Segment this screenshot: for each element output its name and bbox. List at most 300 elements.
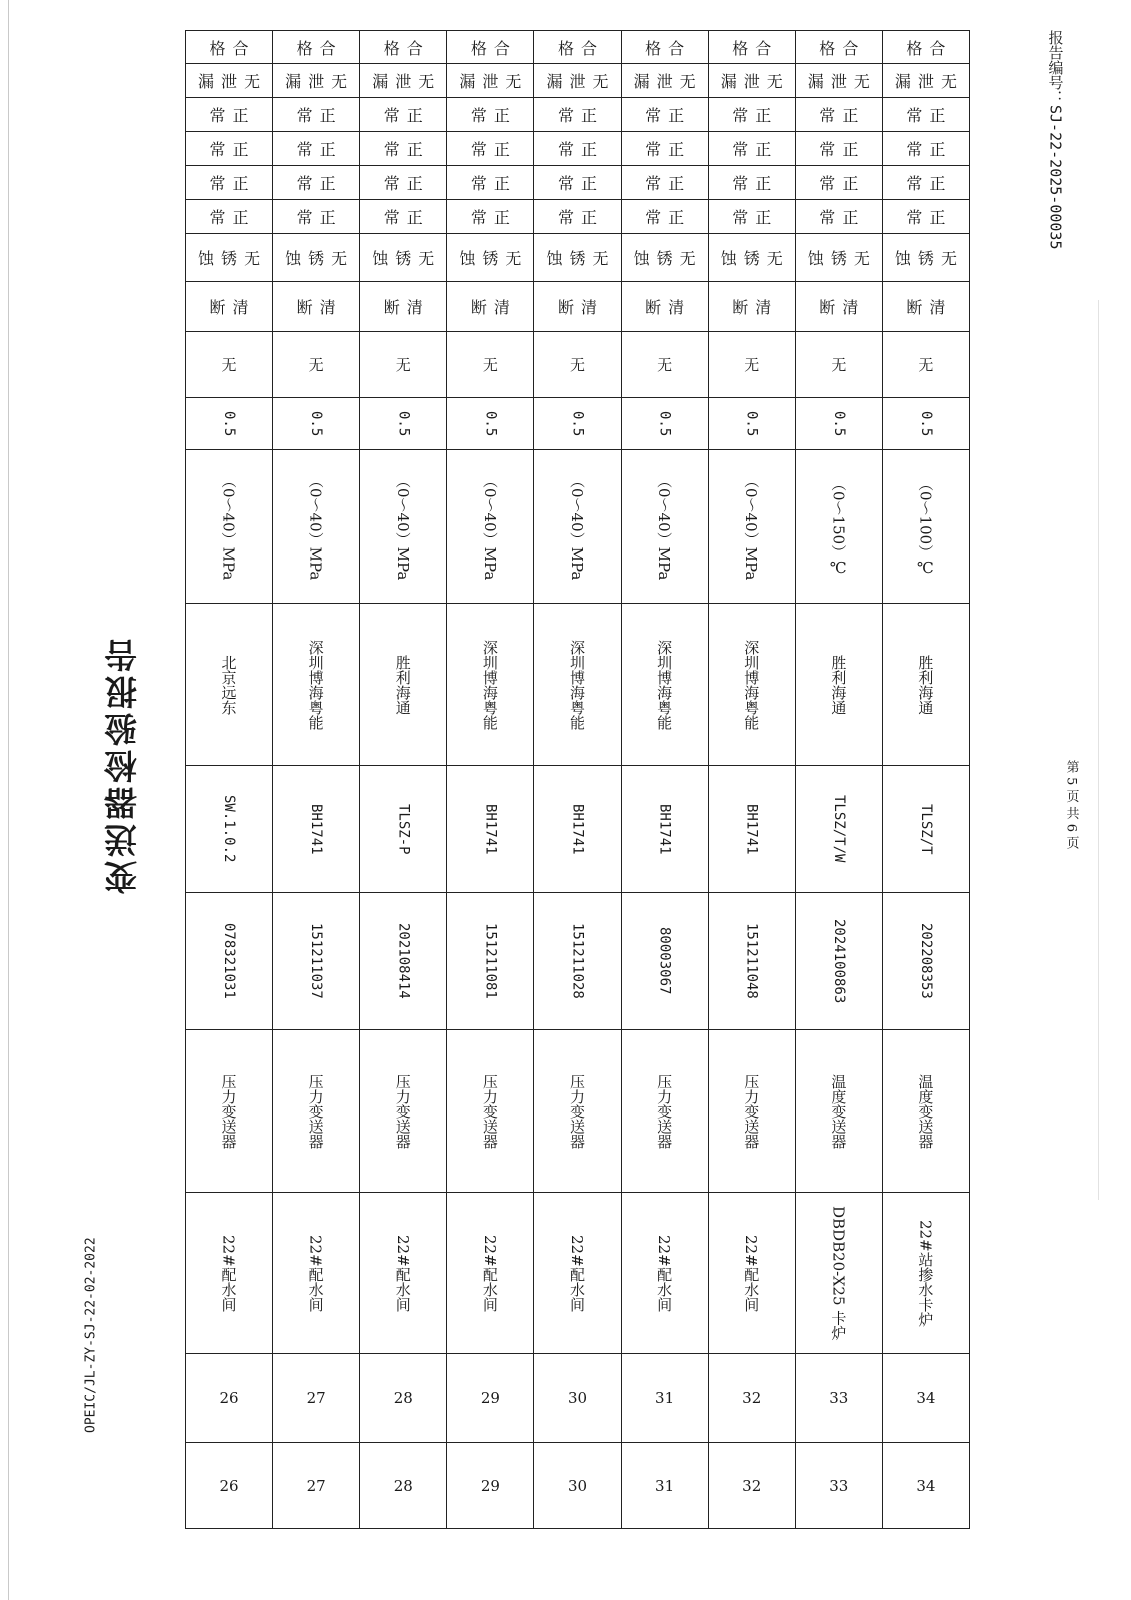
install-location-cell (447, 1192, 533, 1353)
cell-text: 胜利海通 (916, 654, 935, 715)
cell-char: 无 (766, 249, 783, 268)
check-cell (709, 97, 795, 131)
scan-edge-line (8, 0, 9, 1600)
cell-char: 正 (493, 208, 510, 227)
cell-char: 无 (331, 249, 348, 268)
check-cell (360, 165, 446, 199)
cell-text: 0.5 (743, 410, 760, 437)
cell-text: 30 (567, 1476, 588, 1495)
cell-char: 格 (296, 38, 313, 58)
result-cell (273, 31, 359, 63)
check-cell (447, 199, 533, 233)
cell-char: 合 (232, 38, 249, 58)
sequence-number-cell (796, 1442, 882, 1528)
cell-char: 清 (842, 298, 859, 317)
cell-char: 常 (906, 106, 923, 125)
damage-cell (186, 331, 272, 397)
cell-char: 合 (580, 38, 597, 58)
check-cell (273, 199, 359, 233)
cell-text: BH1741 (569, 803, 586, 855)
cell-char: 正 (668, 106, 685, 125)
cell-char: 正 (842, 106, 859, 125)
check-cell (534, 97, 620, 131)
cell-char: 正 (493, 174, 510, 193)
instrument-name-cell (273, 1029, 359, 1192)
manufacturer-cell (186, 603, 272, 765)
cell-text: 温度变送器 (829, 1073, 848, 1149)
cell-text: 22#配水间 (480, 1234, 499, 1312)
leak-cell (796, 63, 882, 97)
cell-char: 正 (232, 106, 249, 125)
tag-number-cell (273, 1353, 359, 1442)
manufacturer-cell (273, 603, 359, 765)
result-cell (186, 31, 272, 63)
cell-char: 正 (755, 174, 772, 193)
marking-cell (273, 281, 359, 331)
tag-number-cell (186, 1353, 272, 1442)
cell-text: （0～150）℃ (829, 475, 848, 578)
leak-cell (709, 63, 795, 97)
cell-text: （0～40）MPa (393, 472, 412, 581)
cell-text: 0.5 (221, 410, 238, 437)
table-row (883, 31, 970, 1528)
check-cell (273, 131, 359, 165)
cell-text: 0.5 (830, 410, 847, 437)
cell-char: 锈 (656, 249, 673, 268)
cell-char: 合 (319, 38, 336, 58)
rust-cell (709, 233, 795, 281)
cell-char: 正 (319, 106, 336, 125)
cell-char: 蚀 (546, 249, 563, 268)
cell-char: 格 (732, 38, 749, 58)
cell-char: 正 (929, 208, 946, 227)
cell-char: 锈 (308, 249, 325, 268)
cell-char: 泄 (221, 72, 238, 91)
cell-char: 常 (383, 208, 400, 227)
cell-char: 泄 (656, 72, 673, 91)
cell-char: 正 (929, 174, 946, 193)
cell-char: 断 (819, 298, 836, 317)
instrument-name-cell (709, 1029, 795, 1192)
marking-cell (883, 281, 969, 331)
cell-text: 33 (829, 1389, 849, 1407)
cell-text: 无 (306, 357, 325, 372)
cell-char: 常 (732, 174, 749, 193)
cell-text: 26 (219, 1476, 239, 1495)
accuracy-class-cell (622, 397, 708, 449)
table-row (709, 31, 796, 1528)
check-cell (186, 131, 272, 165)
instrument-name-cell (622, 1029, 708, 1192)
install-location-cell (534, 1192, 620, 1353)
sequence-number-cell (273, 1442, 359, 1528)
cell-char: 常 (819, 106, 836, 125)
cell-text: 0.5 (569, 410, 586, 437)
manufacturer-cell (622, 603, 708, 765)
cell-char: 锈 (743, 249, 760, 268)
cell-char: 正 (406, 140, 423, 159)
cell-char: 无 (418, 249, 435, 268)
serial-number-cell (796, 892, 882, 1029)
cell-text: 31 (655, 1476, 675, 1495)
cell-char: 合 (668, 38, 685, 58)
check-cell (273, 165, 359, 199)
cell-char: 常 (296, 208, 313, 227)
install-location-cell (883, 1192, 969, 1353)
cell-char: 锈 (830, 249, 847, 268)
check-cell (883, 199, 969, 233)
tag-number-cell (534, 1353, 620, 1442)
damage-cell (796, 331, 882, 397)
cell-char: 正 (406, 208, 423, 227)
instrument-name-cell (883, 1029, 969, 1192)
cell-text: （0～40）MPa (480, 472, 499, 581)
cell-text: （0～40）MPa (567, 472, 586, 581)
cell-char: 常 (470, 174, 487, 193)
cell-char: 格 (470, 38, 487, 58)
accuracy-class-cell (709, 397, 795, 449)
tag-number-cell (709, 1353, 795, 1442)
page-title: 变送器检验报告 (103, 635, 142, 894)
cell-char: 正 (580, 208, 597, 227)
cell-char: 常 (819, 208, 836, 227)
cell-char: 常 (645, 140, 662, 159)
measuring-range-cell (883, 449, 969, 603)
cell-char: 锈 (221, 249, 238, 268)
leak-cell (360, 63, 446, 97)
cell-char: 无 (679, 72, 696, 91)
cell-text: 深圳博海粤能 (567, 639, 586, 730)
cell-char: 正 (755, 208, 772, 227)
cell-char: 锈 (569, 249, 586, 268)
cell-char: 无 (940, 249, 957, 268)
instrument-name-cell (360, 1029, 446, 1192)
cell-text: 深圳博海粤能 (655, 639, 674, 730)
cell-text: 32 (742, 1476, 762, 1495)
cell-text: 0.5 (656, 410, 673, 437)
check-cell (360, 199, 446, 233)
cell-char: 漏 (459, 72, 476, 91)
cell-char: 格 (819, 38, 836, 58)
cell-text: 无 (655, 357, 674, 372)
measuring-range-cell (360, 449, 446, 603)
cell-char: 格 (557, 38, 574, 58)
inspection-table (185, 30, 970, 1529)
serial-number-cell (273, 892, 359, 1029)
damage-cell (709, 331, 795, 397)
marking-cell (622, 281, 708, 331)
install-location-cell (709, 1192, 795, 1353)
serial-number-cell (622, 892, 708, 1029)
check-cell (883, 165, 969, 199)
cell-text: （0～40）MPa (655, 472, 674, 581)
sequence-number-cell (360, 1442, 446, 1528)
model-cell (709, 765, 795, 892)
cell-char: 漏 (894, 72, 911, 91)
cell-text: 深圳博海粤能 (742, 639, 761, 730)
rust-cell (883, 233, 969, 281)
cell-char: 无 (940, 72, 957, 91)
cell-char: 常 (645, 208, 662, 227)
cell-char: 常 (819, 174, 836, 193)
cell-char: 正 (929, 106, 946, 125)
cell-text: 34 (916, 1476, 936, 1495)
cell-char: 合 (929, 38, 946, 58)
cell-char: 正 (232, 208, 249, 227)
cell-char: 常 (296, 106, 313, 125)
damage-cell (534, 331, 620, 397)
cell-text: 28 (393, 1476, 413, 1495)
instrument-name-cell (447, 1029, 533, 1192)
cell-char: 泄 (308, 72, 325, 91)
cell-text: 2024100863 (830, 918, 847, 1004)
install-location-cell (796, 1192, 882, 1353)
cell-text: 压力变送器 (219, 1073, 238, 1149)
rust-cell (534, 233, 620, 281)
table-row (622, 31, 709, 1528)
cell-char: 正 (668, 140, 685, 159)
manufacturer-cell (796, 603, 882, 765)
cell-text: BH1741 (308, 803, 325, 855)
page-number: 第 5 页 共 6 页 (1063, 760, 1079, 850)
cell-text: 34 (916, 1389, 936, 1407)
cell-char: 常 (557, 106, 574, 125)
cell-char: 无 (505, 72, 522, 91)
check-cell (447, 131, 533, 165)
check-cell (883, 97, 969, 131)
cell-text: 0.5 (917, 410, 934, 437)
table-row (273, 31, 360, 1528)
check-cell (186, 165, 272, 199)
check-cell (622, 165, 708, 199)
cell-text: 29 (480, 1389, 500, 1407)
scan-edge-line (1098, 300, 1099, 1200)
manufacturer-cell (447, 603, 533, 765)
cell-text: 80003067 (656, 927, 673, 995)
cell-char: 常 (732, 106, 749, 125)
table-row (534, 31, 621, 1528)
cell-char: 正 (493, 140, 510, 159)
cell-char: 蚀 (459, 249, 476, 268)
cell-char: 无 (418, 72, 435, 91)
serial-number-cell (186, 892, 272, 1029)
cell-char: 断 (470, 298, 487, 317)
cell-text: 29 (480, 1476, 500, 1495)
install-location-cell (622, 1192, 708, 1353)
check-cell (534, 199, 620, 233)
check-cell (796, 97, 882, 131)
instrument-name-cell (534, 1029, 620, 1192)
cell-char: 正 (580, 106, 597, 125)
result-cell (447, 31, 533, 63)
leak-cell (447, 63, 533, 97)
rust-cell (447, 233, 533, 281)
cell-char: 常 (470, 208, 487, 227)
cell-text: 28 (393, 1389, 413, 1407)
measuring-range-cell (709, 449, 795, 603)
cell-text: 22#站掺水卡炉 (916, 1219, 935, 1327)
cell-text: BH1741 (656, 803, 673, 855)
cell-text: DBDB20-X25 卡炉 (829, 1205, 848, 1341)
accuracy-class-cell (883, 397, 969, 449)
tag-number-cell (883, 1353, 969, 1442)
cell-text: 32 (742, 1389, 762, 1407)
cell-text: 0.5 (308, 410, 325, 437)
cell-char: 常 (906, 174, 923, 193)
tag-number-cell (447, 1353, 533, 1442)
cell-char: 漏 (633, 72, 650, 91)
cell-char: 无 (505, 249, 522, 268)
damage-cell (622, 331, 708, 397)
cell-text: 无 (393, 357, 412, 372)
cell-text: 31 (655, 1389, 675, 1407)
serial-number-cell (534, 892, 620, 1029)
cell-text: TLSZ-P (395, 803, 412, 855)
cell-text: 压力变送器 (655, 1073, 674, 1149)
check-cell (709, 199, 795, 233)
cell-text: BH1741 (482, 803, 499, 855)
model-cell (360, 765, 446, 892)
cell-char: 常 (470, 140, 487, 159)
cell-char: 常 (383, 174, 400, 193)
accuracy-class-cell (447, 397, 533, 449)
check-cell (796, 165, 882, 199)
manufacturer-cell (360, 603, 446, 765)
cell-char: 无 (592, 72, 609, 91)
cell-text: TLSZ/T (917, 803, 934, 855)
accuracy-class-cell (186, 397, 272, 449)
cell-text: 151211028 (569, 923, 586, 999)
cell-char: 正 (232, 174, 249, 193)
cell-text: 33 (829, 1476, 849, 1495)
manufacturer-cell (709, 603, 795, 765)
check-cell (447, 165, 533, 199)
cell-char: 蚀 (198, 249, 215, 268)
cell-char: 蚀 (285, 249, 302, 268)
check-cell (796, 131, 882, 165)
cell-char: 清 (668, 298, 685, 317)
cell-char: 正 (755, 106, 772, 125)
model-cell (186, 765, 272, 892)
cell-char: 清 (929, 298, 946, 317)
cell-char: 正 (493, 106, 510, 125)
cell-char: 无 (331, 72, 348, 91)
rust-cell (360, 233, 446, 281)
install-location-cell (186, 1192, 272, 1353)
marking-cell (796, 281, 882, 331)
cell-text: SW.1.0.2 (221, 795, 238, 863)
cell-text: 151211037 (308, 923, 325, 999)
measuring-range-cell (796, 449, 882, 603)
cell-char: 正 (406, 106, 423, 125)
cell-char: 常 (906, 208, 923, 227)
cell-text: 26 (219, 1389, 239, 1407)
cell-char: 正 (406, 174, 423, 193)
cell-char: 断 (383, 298, 400, 317)
cell-char: 漏 (720, 72, 737, 91)
cell-char: 清 (232, 298, 249, 317)
cell-char: 泄 (743, 72, 760, 91)
check-cell (709, 165, 795, 199)
document-code: OPEIC/JL-ZY-SJ-22-02-2022 (83, 1237, 99, 1433)
report-number: 报告编号：SJ-22-2025-00035 (1046, 30, 1065, 250)
marking-cell (534, 281, 620, 331)
accuracy-class-cell (360, 397, 446, 449)
tag-number-cell (622, 1353, 708, 1442)
cell-char: 断 (296, 298, 313, 317)
cell-char: 正 (842, 140, 859, 159)
cell-text: （0～40）MPa (742, 472, 761, 581)
cell-char: 常 (645, 174, 662, 193)
sequence-number-cell (447, 1442, 533, 1528)
leak-cell (186, 63, 272, 97)
result-cell (534, 31, 620, 63)
serial-number-cell (883, 892, 969, 1029)
damage-cell (883, 331, 969, 397)
cell-char: 正 (319, 174, 336, 193)
model-cell (447, 765, 533, 892)
cell-char: 常 (209, 140, 226, 159)
cell-char: 清 (319, 298, 336, 317)
check-cell (709, 131, 795, 165)
leak-cell (883, 63, 969, 97)
leak-cell (534, 63, 620, 97)
cell-char: 常 (296, 140, 313, 159)
cell-char: 清 (406, 298, 423, 317)
accuracy-class-cell (796, 397, 882, 449)
cell-char: 正 (319, 140, 336, 159)
model-cell (534, 765, 620, 892)
cell-char: 锈 (917, 249, 934, 268)
cell-char: 格 (209, 38, 226, 58)
marking-cell (447, 281, 533, 331)
measuring-range-cell (186, 449, 272, 603)
cell-char: 泄 (830, 72, 847, 91)
cell-text: 压力变送器 (742, 1073, 761, 1149)
cell-char: 断 (732, 298, 749, 317)
cell-char: 格 (906, 38, 923, 58)
check-cell (622, 199, 708, 233)
sequence-number-cell (186, 1442, 272, 1528)
cell-text: 151211081 (482, 923, 499, 999)
table-row (796, 31, 883, 1528)
cell-char: 泄 (917, 72, 934, 91)
instrument-name-cell (186, 1029, 272, 1192)
model-cell (883, 765, 969, 892)
cell-char: 锈 (395, 249, 412, 268)
result-cell (709, 31, 795, 63)
cell-char: 锈 (482, 249, 499, 268)
cell-char: 常 (470, 106, 487, 125)
cell-char: 断 (645, 298, 662, 317)
leak-cell (273, 63, 359, 97)
cell-text: （0～40）MPa (306, 472, 325, 581)
marking-cell (360, 281, 446, 331)
instrument-name-cell (796, 1029, 882, 1192)
rust-cell (622, 233, 708, 281)
cell-text: （0～100）℃ (916, 475, 935, 578)
cell-text: 无 (829, 357, 848, 372)
serial-number-cell (709, 892, 795, 1029)
cell-char: 漏 (285, 72, 302, 91)
cell-char: 常 (383, 106, 400, 125)
rust-cell (796, 233, 882, 281)
cell-char: 断 (906, 298, 923, 317)
cell-char: 蚀 (633, 249, 650, 268)
cell-text: 22#配水间 (567, 1234, 586, 1312)
table-row (360, 31, 447, 1528)
cell-char: 正 (842, 208, 859, 227)
